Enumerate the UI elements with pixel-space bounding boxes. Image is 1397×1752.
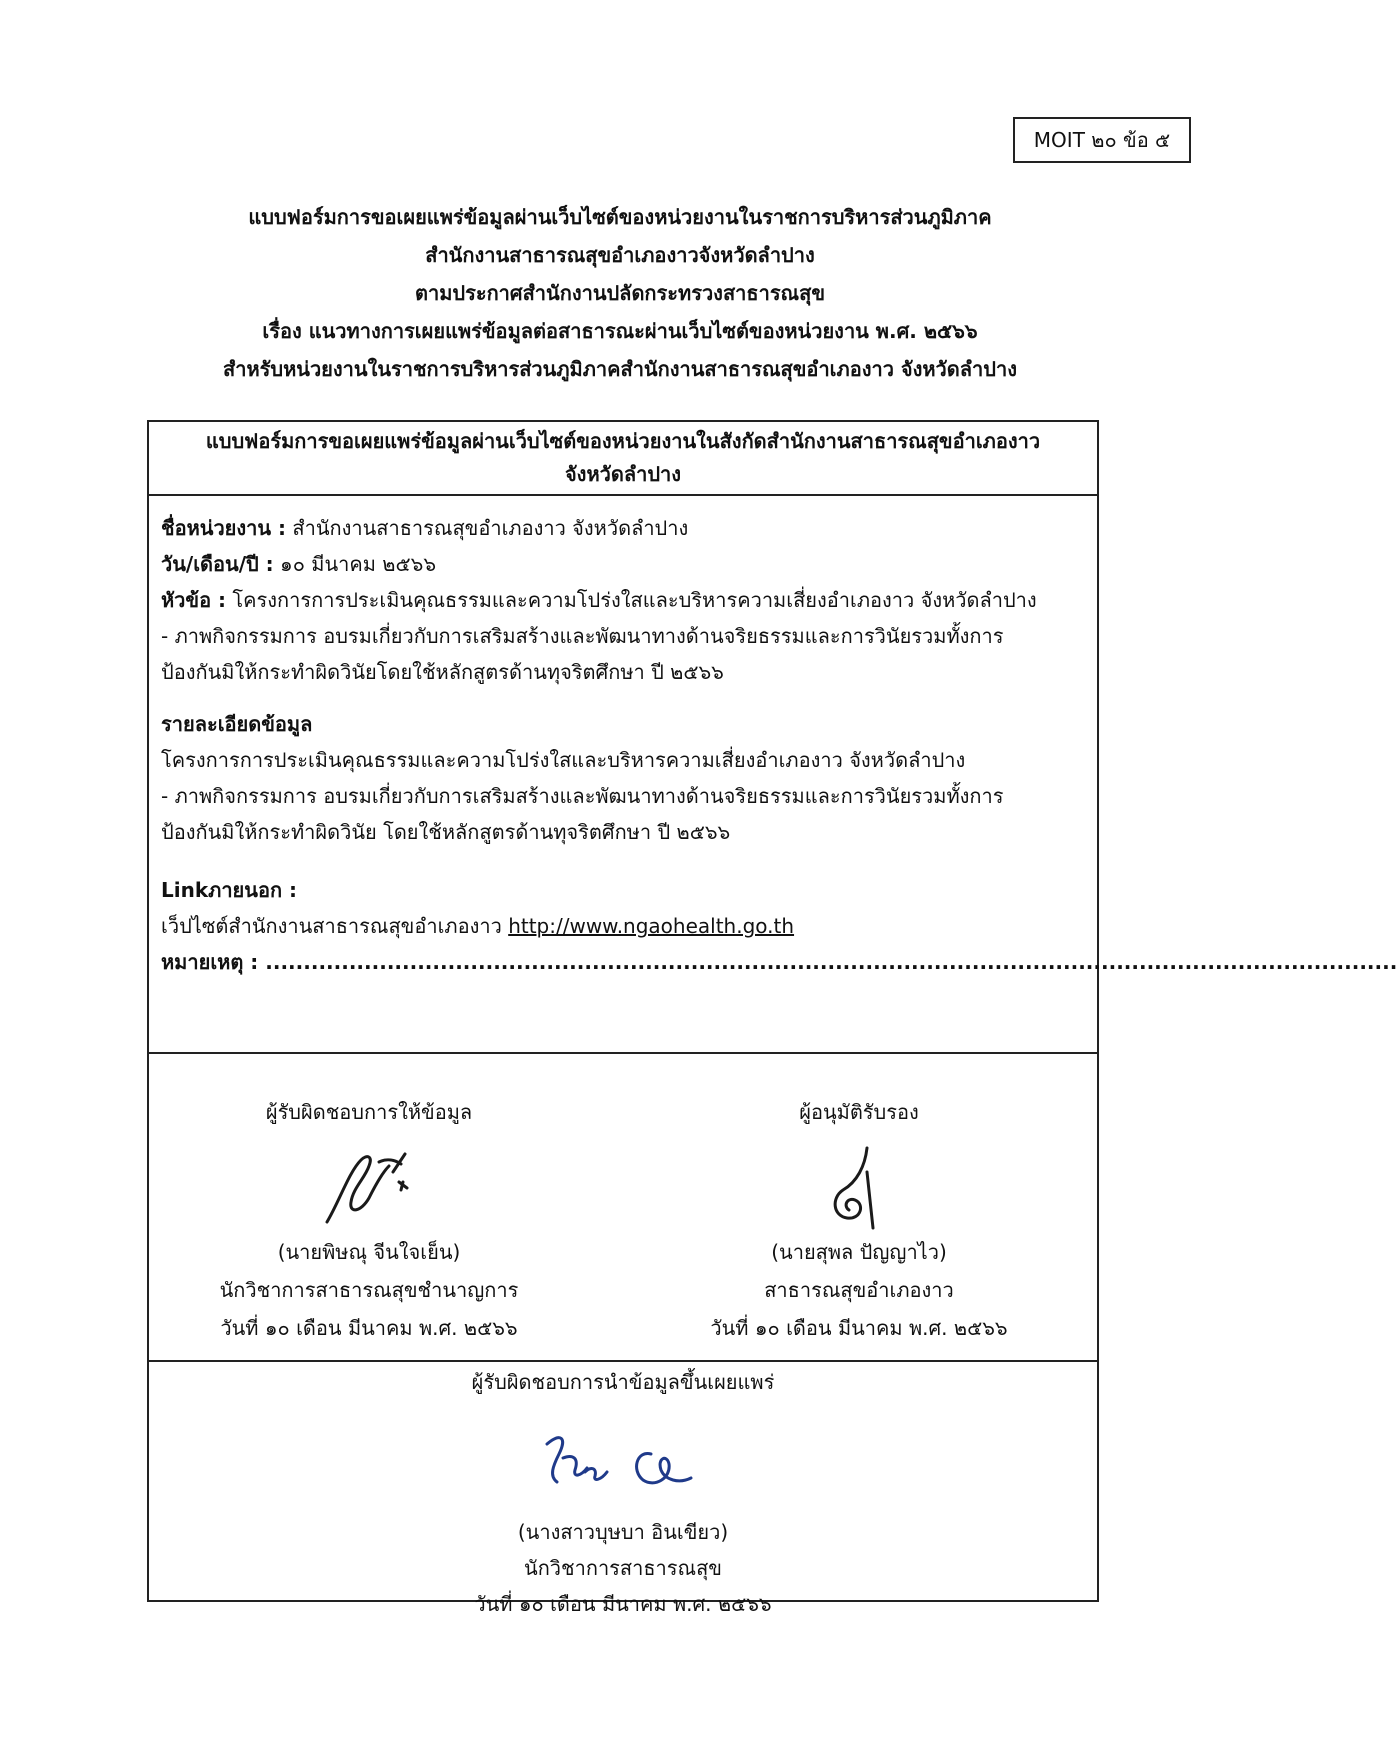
topic-line-2: - ภาพกิจกรรมการ อบรมเกี่ยวกับการเสริมสร้างและพัฒนาทางด้านจริยธรรมและการวินัยรวมทั้งการ bbox=[161, 624, 1004, 648]
date-label: วัน/เดือน/ปี : bbox=[161, 552, 274, 576]
signer-left-date: วันที่ ๑๐ เดือน มีนาคม พ.ศ. ๒๕๖๖ bbox=[220, 1316, 518, 1340]
date-value: ๑๐ มีนาคม ๒๕๖๖ bbox=[273, 552, 437, 576]
signer-right-date: วันที่ ๑๐ เดือน มีนาคม พ.ศ. ๒๕๖๖ bbox=[710, 1316, 1008, 1340]
header-line-2: สำนักงานสาธารณสุขอำเภองาวจังหวัดลำปาง bbox=[425, 243, 815, 267]
publisher-position: นักวิชาการสาธารณสุข bbox=[524, 1556, 722, 1580]
note-dots: ..................................................................................................................................................... bbox=[258, 950, 1397, 974]
topic-label: หัวข้อ : bbox=[161, 588, 227, 612]
signer-left-position: นักวิชาการสาธารณสุขชำนาญการ bbox=[219, 1278, 519, 1302]
link-row bbox=[161, 872, 1085, 908]
topic-row bbox=[161, 582, 1085, 618]
publisher-label: ผู้รับผิดชอบการนำข้อมูลขึ้นเผยแพร่ bbox=[471, 1370, 775, 1394]
header-line-1: แบบฟอร์มการขอเผยแพร่ข้อมูลผ่านเว็บไซต์ของหน่วยงานในราชการบริหารส่วนภูมิภาค bbox=[248, 205, 992, 229]
topic-value: โครงการการประเมินคุณธรรมและความโปร่งใสและบริหารความเสี่ยงอำเภองาว จังหวัดลำปาง bbox=[226, 588, 1037, 612]
signature-left-image bbox=[309, 1142, 429, 1228]
signer-right-position: สาธารณสุขอำเภองาว bbox=[764, 1278, 954, 1302]
header-line-4: เรื่อง แนวทางการเผยแพร่ข้อมูลต่อสาธารณะผ่านเว็บไซต์ของหน่วยงาน พ.ศ. ๒๕๖๖ bbox=[262, 319, 978, 343]
publisher-section bbox=[149, 1362, 1097, 1616]
date-row bbox=[161, 546, 1085, 582]
signer-left-name: (นายพิษณุ จีนใจเย็น) bbox=[277, 1240, 461, 1264]
signer-right-name: (นายสุพล ปัญญาไว) bbox=[771, 1240, 947, 1264]
document-header bbox=[0, 198, 1240, 388]
signatures-section bbox=[149, 1054, 1097, 1362]
detail-row bbox=[161, 706, 1085, 742]
note-row bbox=[161, 944, 1397, 980]
link-prefix: เว็ปไซต์สำนักงานสาธารณสุขอำเภองาว bbox=[161, 914, 509, 938]
signature-right-image bbox=[819, 1142, 899, 1232]
detail-line-1: โครงการการประเมินคุณธรรมและความโปร่งใสและบริหารความเสี่ยงอำเภองาว จังหวัดลำปาง bbox=[161, 748, 966, 772]
unit-row bbox=[161, 510, 1085, 546]
detail-line-2: - ภาพกิจกรรมการ อบรมเกี่ยวกับการเสริมสร้างและพัฒนาทางด้านจริยธรรมและการวินัยรวมทั้งการ bbox=[161, 784, 1004, 808]
signer-left-label: ผู้รับผิดชอบการให้ข้อมูล bbox=[265, 1100, 473, 1124]
link-label: Linkภายนอก : bbox=[161, 878, 298, 902]
form-code-box bbox=[1013, 117, 1191, 163]
unit-value: สำนักงานสาธารณสุขอำเภองาว จังหวัดลำปาง bbox=[286, 516, 689, 540]
publisher-name: (นางสาวบุษบา อินเขียว) bbox=[517, 1520, 729, 1544]
note-label: หมายเหตุ : bbox=[161, 950, 259, 974]
form-title bbox=[149, 422, 1097, 496]
detail-line-3: ป้องกันมิให้กระทำผิดวินัย โดยใช้หลักสูตรด้านทุจริตศึกษา ปี ๒๕๖๖ bbox=[161, 820, 731, 844]
form-title-line-2: จังหวัดลำปาง bbox=[564, 462, 682, 486]
unit-label: ชื่อหน่วยงาน : bbox=[161, 516, 287, 540]
header-line-5: สำหรับหน่วยงานในราชการบริหารส่วนภูมิภาคสำนักงานสาธารณสุขอำเภองาว จังหวัดลำปาง bbox=[223, 357, 1017, 381]
publisher-date: วันที่ ๑๐ เดือน มีนาคม พ.ศ. ๒๕๖๖ bbox=[474, 1592, 772, 1616]
topic-line-3: ป้องกันมิให้กระทำผิดวินัยโดยใช้หลักสูตรด้านทุจริตศึกษา ปี ๒๕๖๖ bbox=[161, 660, 724, 684]
signer-right-label: ผู้อนุมัติรับรอง bbox=[799, 1100, 919, 1124]
website-link[interactable]: http://www.ngaohealth.go.th bbox=[508, 914, 795, 938]
detail-label: รายละเอียดข้อมูล bbox=[161, 712, 313, 736]
form-table bbox=[147, 420, 1397, 1616]
form-code: MOIT ๒๐ ข้อ ๕ bbox=[1033, 128, 1171, 152]
signature-publisher-image bbox=[533, 1424, 713, 1504]
header-line-3: ตามประกาศสำนักงานปลัดกระทรวงสาธารณสุข bbox=[414, 281, 825, 305]
form-details bbox=[149, 496, 1397, 1054]
link-line bbox=[161, 908, 1085, 944]
form-title-line-1: แบบฟอร์มการขอเผยแพร่ข้อมูลผ่านเว็บไซต์ของหน่วยงานในสังกัดสำนักงานสาธารณสุขอำเภองาว bbox=[205, 429, 1041, 453]
